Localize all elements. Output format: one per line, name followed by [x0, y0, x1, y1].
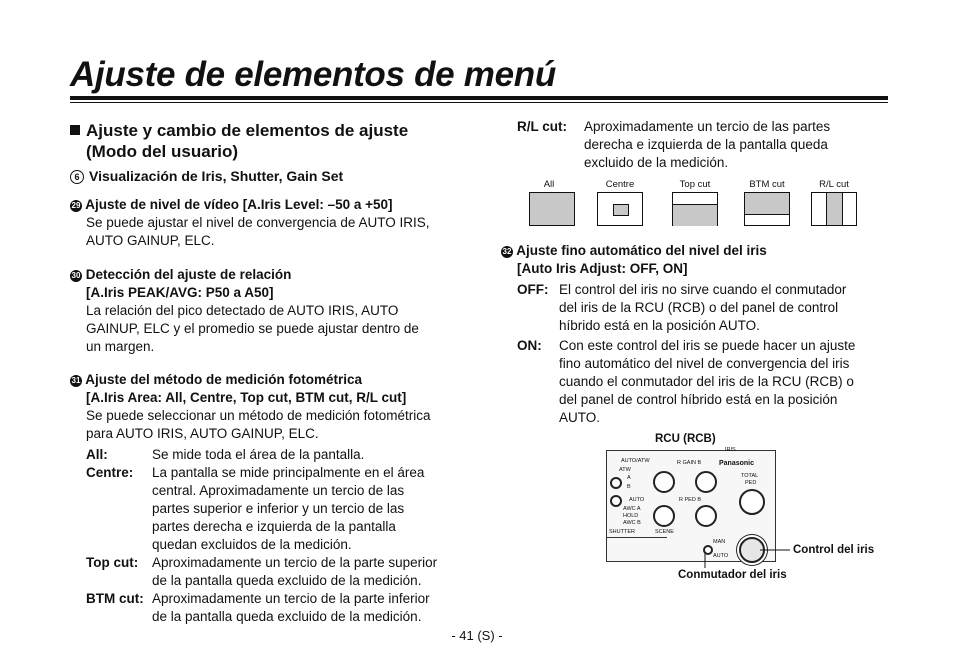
panel-text-auto: AUTO [629, 497, 645, 503]
panel-brand: Panasonic [719, 460, 755, 467]
metering-label-rl-cut: R/L cut [819, 179, 849, 190]
number-29-icon: 29 [71, 201, 81, 210]
metering-diagram-btm-cut [744, 192, 790, 226]
panel-text-a: A [627, 475, 631, 481]
panel-text-total: TOTAL [741, 473, 759, 479]
panel-text-awca: AWC A [623, 506, 641, 512]
label-iris-switch: Conmutador del iris [678, 569, 787, 581]
item-29: 29 Ajuste de nivel de vídeo [A.Iris Level: –50 a +50] Se puede ajustar el nivel de convergencia de AUTO IRIS, AUTO GAINUP, ELC. [71, 197, 430, 248]
panel-text-rgain: R GAIN B [677, 460, 702, 466]
b-ped-knob [695, 505, 717, 527]
panel-text-iris-auto: AUTO [713, 553, 729, 559]
rl-cut-definition: R/L cut: Aproximadamente un tercio de las partes derecha e izquierda de la pantalla queda excluido de la medición. [517, 119, 831, 170]
panel-text-awcb: AWC B [623, 520, 641, 526]
number-31-icon: 31 [71, 376, 81, 385]
r-gain-knob [653, 471, 675, 493]
title-rule-thick [70, 96, 888, 100]
total-ped-knob [739, 489, 765, 515]
title-rule-thin [70, 102, 888, 103]
metering-diagram-top-cut [672, 192, 718, 226]
circled-number-icon: 6 [70, 170, 84, 184]
panel-text-man: MAN [713, 539, 726, 545]
metering-label-centre: Centre [605, 179, 635, 190]
metering-label-top-cut: Top cut [679, 179, 711, 190]
awc-switch-icon [610, 477, 622, 489]
panel-text-rpedb: R PED B [679, 497, 702, 503]
page-title: Ajuste de elementos de menú [70, 55, 556, 94]
item-32: 32 Ajuste fino automático del nivel del iris [Auto Iris Adjust: OFF, ON] [502, 243, 767, 276]
number-30-icon: 30 [71, 271, 81, 280]
metering-label-btm-cut: BTM cut [749, 179, 785, 190]
number-32-icon: 32 [502, 247, 512, 256]
auto-switch-icon [610, 495, 622, 507]
square-bullet-icon [70, 125, 80, 135]
page-number: - 41 (S) - [451, 628, 503, 643]
section-heading: Ajuste y cambio de elementos de ajuste (Modo del usuario) [70, 120, 408, 162]
item-30: 30 Detección del ajuste de relación [A.Iris PEAK/AVG: P50 a A50] La relación del pico detectado de AUTO IRIS, AUTO GAINUP, ELC y el promedio se puede ajustar dentro de un margen. [71, 267, 419, 354]
metering-label-all: All [543, 179, 555, 190]
r-ped-knob [653, 505, 675, 527]
metering-diagram-centre [597, 192, 643, 226]
figure-caption: RCU (RCB) [655, 433, 716, 445]
panel-text-shutter: SHUTTER [609, 529, 635, 535]
panel-text-scene: SCENE [655, 529, 674, 535]
metering-definitions: All: Se mide toda el área de la pantalla. Centre: La pantalla se mide principalmente en el área central. Aproximadamente un tercio de las partes superior e inferior y un tercio de las partes derecha e izquierda de la pantalla quedan excluidos de la medición. Top cut: Aproximadamente un tercio de la parte superior de la pantalla queda excluido de la medición. BTM cut: Aproximadamente un tercio de la parte inferior de la pantalla queda excluido de la medición. [86, 447, 438, 624]
b-gain-knob [695, 471, 717, 493]
panel-text-ped-total: PED [745, 480, 757, 486]
label-iris-control: Control del iris [793, 544, 875, 556]
metering-diagram-all [529, 192, 575, 226]
sub-heading: 6 Visualización de Iris, Shutter, Gain Set [70, 168, 343, 184]
auto-iris-definitions: OFF: El control del iris no sirve cuando el conmutador del iris de la RCU (RCB) o del panel de control híbrido está en la posición AUTO. ON: Con este control del iris se puede hacer un ajuste fino automático del nivel de convergencia del iris cuando el conmutador del iris de la RCU (RCB) o del panel de control híbrido está en la posición AUTO. [517, 282, 856, 425]
panel-text-iris: IRIS [725, 447, 736, 453]
metering-diagram-rl-cut [811, 192, 857, 226]
panel-text-hold: HOLD [623, 513, 639, 519]
item-31: 31 Ajuste del método de medición fotométrica [A.Iris Area: All, Centre, Top cut, BTM cut, R/L cut] Se puede seleccionar un método de medición fotométrica para AUTO IRIS, AUTO GAINUP, ELC. [71, 372, 431, 441]
panel-text-b: B [627, 484, 631, 490]
panel-text-autoatw: AUTO/ATW [621, 458, 650, 464]
panel-divider [607, 537, 667, 538]
panel-text-atw: ATW [619, 467, 631, 473]
